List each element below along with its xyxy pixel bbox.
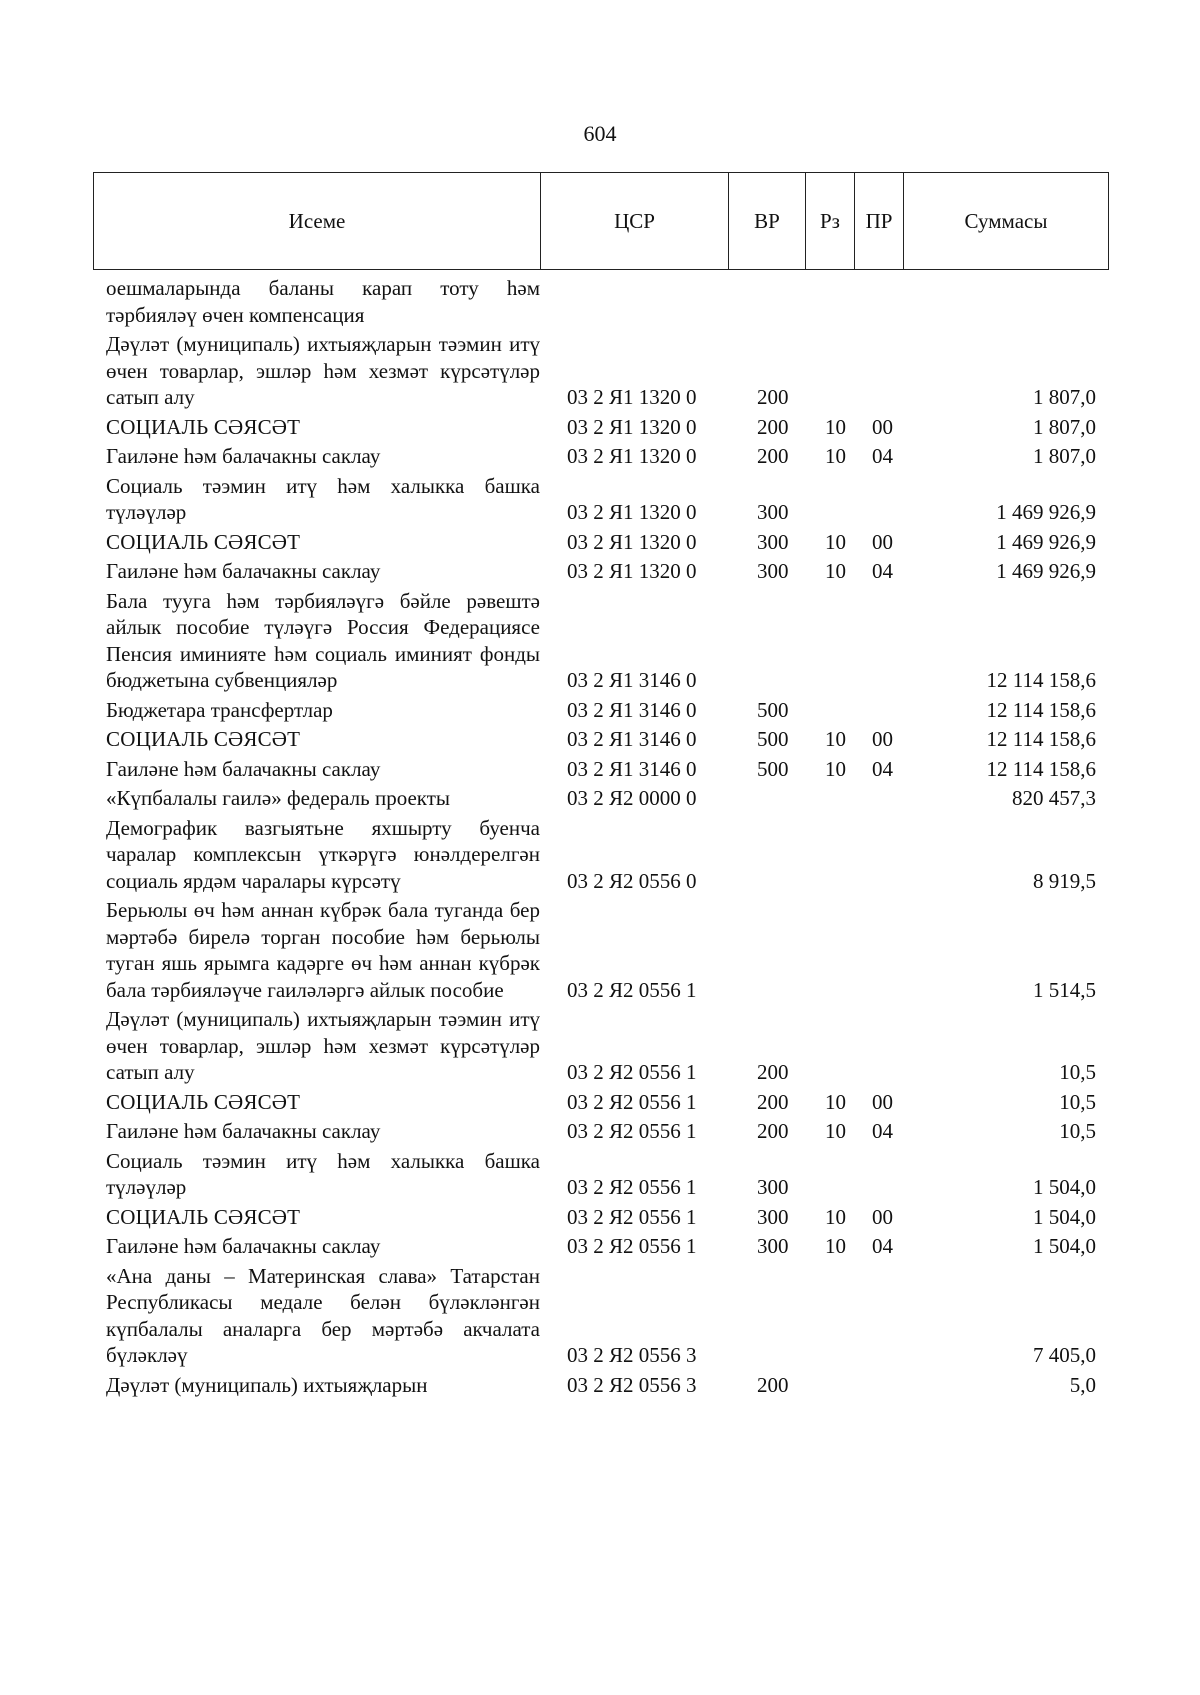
row-csr: 03 2 Я2 0556 1 [567, 1175, 697, 1199]
row-rz: 10 [825, 444, 846, 468]
table-row [0, 1006, 1200, 1086]
header-pr: ПР [855, 173, 904, 269]
table-row [0, 1372, 1200, 1399]
table-row [0, 815, 1200, 895]
row-vr: 200 [757, 444, 789, 468]
row-rz: 10 [825, 529, 846, 554]
row-name: оешмаларында баланы карап тоту һәм тәрбияләү өчен компенсация [106, 276, 540, 327]
header-csr: ЦСР [541, 173, 729, 269]
row-vr: 200 [757, 1119, 789, 1143]
row-name: Дәүләт (муниципаль) ихтыяҗларын тәэмин итү өчен товарлар, эшләр һәм хезмәт күрсәтүләр сатып алу [106, 1007, 540, 1084]
row-pr: 04 [872, 559, 893, 583]
table-row [0, 275, 1200, 328]
table-row [0, 785, 1200, 812]
row-sum: 1 504,0 [1033, 1204, 1096, 1229]
row-rz: 10 [825, 1204, 846, 1229]
row-csr: 03 2 Я1 3146 0 [567, 697, 697, 722]
row-name: Социаль тәэмин итү һәм халыкка башка түләүләр [106, 1148, 540, 1199]
row-name: Берьюлы өч һәм аннан күбрәк бала туганда бер мәртәбә бирелә торган пособие һәм берьюлы туган яшь ярымга кадәрге өч һәм аннан күбрәк бала тәрбияләүче гаиләләргә айлык пособие [106, 898, 540, 1002]
table-row [0, 529, 1200, 556]
row-vr: 500 [757, 727, 789, 751]
row-vr: 500 [757, 697, 789, 722]
row-rz: 10 [825, 559, 846, 583]
row-vr: 300 [757, 500, 789, 524]
table-row [0, 414, 1200, 441]
table-row [0, 331, 1200, 411]
table-row [0, 1089, 1200, 1116]
row-sum: 10,5 [1059, 1089, 1096, 1114]
row-csr: 03 2 Я1 1320 0 [567, 529, 697, 554]
header-sum: Суммасы [964, 208, 1048, 233]
row-csr: 03 2 Я1 3146 0 [567, 668, 697, 692]
table-body [0, 275, 1200, 1401]
row-csr: 03 2 Я2 0556 1 [567, 977, 697, 1002]
row-sum: 8 919,5 [1033, 868, 1096, 893]
row-csr: 03 2 Я1 1320 0 [567, 414, 697, 439]
row-csr: 03 2 Я2 0556 1 [567, 1060, 697, 1084]
row-csr: 03 2 Я1 1320 0 [567, 385, 697, 409]
row-rz: 10 [825, 1089, 846, 1114]
table-row [0, 726, 1200, 753]
row-pr: 00 [872, 529, 893, 554]
row-name: Социаль тәэмин итү һәм халыкка башка түләүләр [106, 473, 540, 524]
row-pr: 00 [872, 1089, 893, 1114]
row-sum: 7 405,0 [1033, 1343, 1096, 1367]
row-csr: 03 2 Я2 0556 1 [567, 1089, 697, 1114]
row-vr: 300 [757, 1175, 789, 1199]
row-csr: 03 2 Я1 3146 0 [567, 756, 697, 781]
row-sum: 1 807,0 [1033, 385, 1096, 409]
row-sum: 1 469 926,9 [996, 559, 1096, 583]
row-sum: 1 469 926,9 [996, 529, 1096, 554]
row-csr: 03 2 Я2 0556 1 [567, 1234, 697, 1258]
row-rz: 10 [825, 1119, 846, 1143]
row-name: СОЦИАЛЬ СӘЯСӘТ [106, 727, 301, 751]
row-name: Демографик вазгыятьне яхшырту буенча чаралар комплексын үткәрүгә юнәлдерелгән социаль ярдәм чаралары күрсәтү [106, 815, 540, 893]
table-row [0, 588, 1200, 694]
row-name: Гаиләне һәм балачакны саклау [106, 1234, 381, 1258]
table-row [0, 756, 1200, 783]
row-rz: 10 [825, 414, 846, 439]
table-row [0, 1148, 1200, 1201]
row-vr: 300 [757, 559, 789, 583]
row-rz: 10 [825, 727, 846, 751]
row-pr: 00 [872, 727, 893, 751]
row-csr: 03 2 Я2 0556 0 [567, 868, 697, 893]
row-name: Гаиләне һәм балачакны саклау [106, 1119, 381, 1143]
row-vr: 300 [757, 1234, 789, 1258]
row-pr: 00 [872, 414, 893, 439]
row-sum: 12 114 158,6 [986, 668, 1096, 692]
row-sum: 1 469 926,9 [996, 500, 1096, 524]
row-pr: 04 [872, 756, 893, 781]
row-csr: 03 2 Я1 1320 0 [567, 500, 697, 524]
row-csr: 03 2 Я2 0556 1 [567, 1119, 697, 1143]
table-row [0, 1204, 1200, 1231]
row-name: СОЦИАЛЬ СӘЯСӘТ [106, 414, 301, 439]
row-name: СОЦИАЛЬ СӘЯСӘТ [106, 1089, 301, 1114]
row-sum: 820 457,3 [1012, 786, 1096, 810]
table-header [93, 172, 1109, 270]
row-name: Гаиләне һәм балачакны саклау [106, 444, 381, 468]
row-csr: 03 2 Я1 1320 0 [567, 559, 697, 583]
row-vr: 300 [757, 1204, 789, 1229]
row-vr: 300 [757, 529, 789, 554]
row-sum: 1 514,5 [1033, 977, 1096, 1002]
row-rz: 10 [825, 1234, 846, 1258]
row-name: Бюджетара трансфертлар [106, 697, 333, 722]
row-vr: 200 [757, 1060, 789, 1084]
header-vr: ВР [729, 173, 806, 269]
row-pr: 00 [872, 1204, 893, 1229]
row-sum: 5,0 [1069, 1372, 1096, 1397]
row-vr: 200 [757, 1089, 789, 1114]
table-row [0, 443, 1200, 470]
row-sum: 1 504,0 [1033, 1175, 1096, 1199]
row-name: Дәүләт (муниципаль) ихтыяҗларын тәэмин итү өчен товарлар, эшләр һәм хезмәт күрсәтүләр сатып алу [106, 332, 540, 409]
row-pr: 04 [872, 444, 893, 468]
row-csr: 03 2 Я2 0556 3 [567, 1343, 697, 1367]
row-name: «Ана даны – Материнская слава» Татарстан Республикасы медале белән бүләкләнгән күпбалалы аналарга бер мәртәбә акчалата бүләкләү [106, 1263, 540, 1367]
table-row [0, 558, 1200, 585]
table-row [0, 1233, 1200, 1260]
table-row [0, 1263, 1200, 1369]
row-sum: 12 114 158,6 [986, 756, 1096, 781]
row-sum: 12 114 158,6 [986, 697, 1096, 722]
table-row [0, 897, 1200, 1003]
row-sum: 10,5 [1059, 1119, 1096, 1143]
table-row [0, 1118, 1200, 1145]
row-vr: 500 [757, 756, 789, 781]
row-csr: 03 2 Я2 0556 3 [567, 1372, 697, 1397]
row-vr: 200 [757, 385, 789, 409]
row-sum: 1 807,0 [1033, 414, 1096, 439]
page-number: 604 [583, 121, 617, 146]
row-pr: 04 [872, 1119, 893, 1143]
row-name: СОЦИАЛЬ СӘЯСӘТ [106, 1204, 301, 1229]
row-name: СОЦИАЛЬ СӘЯСӘТ [106, 529, 301, 554]
row-sum: 1 807,0 [1033, 444, 1096, 468]
table-row [0, 473, 1200, 526]
header-name: Исеме [94, 173, 541, 269]
row-sum: 12 114 158,6 [986, 727, 1096, 751]
row-name: Дәүләт (муниципаль) ихтыяҗларын [106, 1372, 428, 1397]
table-row [0, 697, 1200, 724]
row-name: Гаиләне һәм балачакны саклау [106, 559, 381, 583]
row-csr: 03 2 Я1 3146 0 [567, 727, 697, 751]
row-sum: 1 504,0 [1033, 1234, 1096, 1258]
row-pr: 04 [872, 1234, 893, 1258]
row-csr: 03 2 Я1 1320 0 [567, 444, 697, 468]
row-csr: 03 2 Я2 0556 1 [567, 1204, 697, 1229]
row-name: Бала тууга һәм тәрбияләүгә бәйле рәвештә айлык пособие түләүгә Россия Федерациясе Пенсия иминияте һәм социаль иминият фонды бюджетына субвенцияләр [106, 588, 540, 692]
header-rz: Рз [806, 173, 855, 269]
row-vr: 200 [757, 1372, 789, 1397]
row-name: Гаиләне һәм балачакны саклау [106, 756, 381, 781]
row-csr: 03 2 Я2 0000 0 [567, 786, 697, 810]
row-sum: 10,5 [1059, 1060, 1096, 1084]
row-rz: 10 [825, 756, 846, 781]
row-vr: 200 [757, 414, 789, 439]
row-name: «Күпбалалы гаилә» федераль проекты [106, 786, 450, 810]
